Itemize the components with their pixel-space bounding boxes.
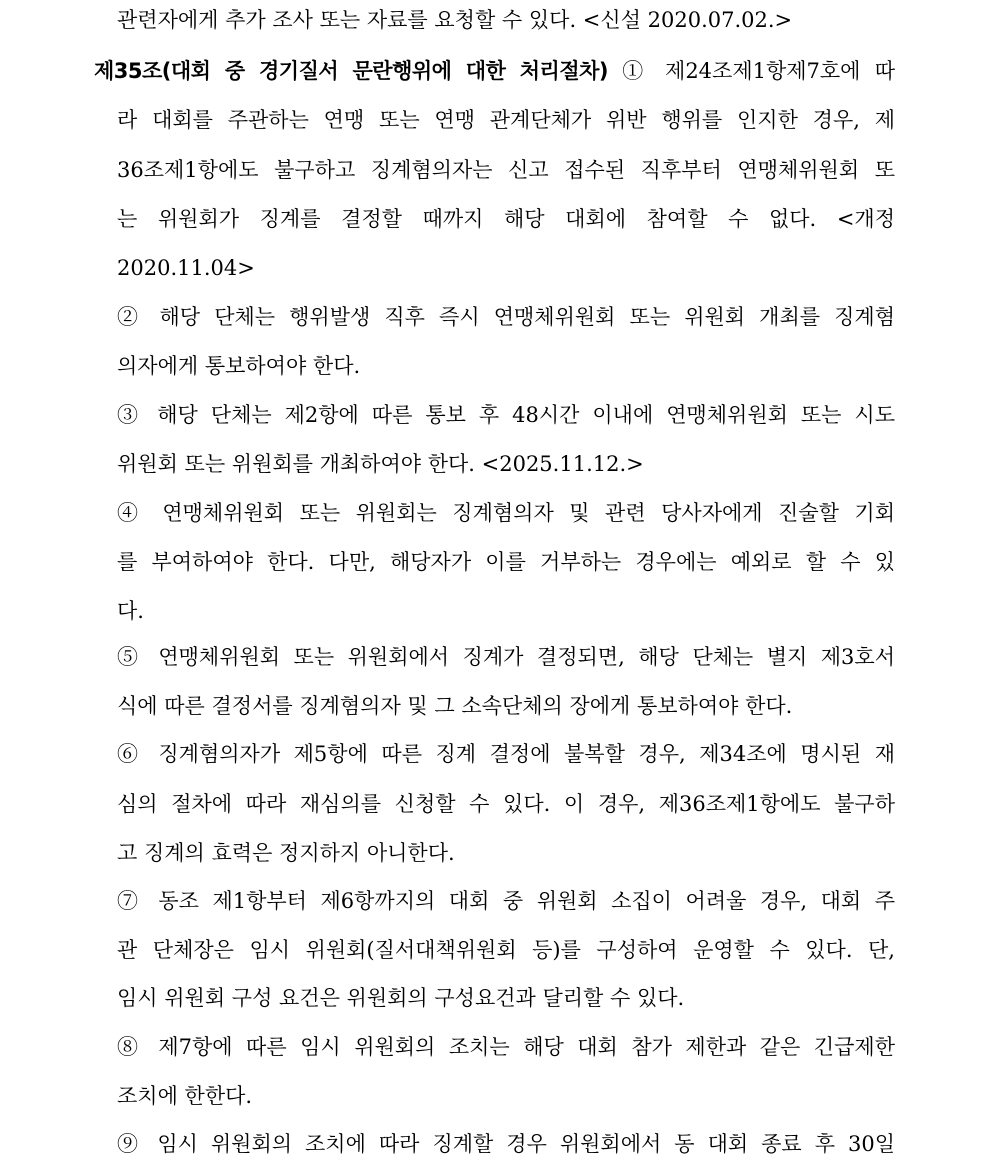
paragraph-6-line-3: 고 징계의 효력은 정지하지 아니한다. — [117, 841, 455, 865]
paragraph-6-line-2: 심의 절차에 따라 재심의를 신청할 수 있다. 이 경우, 제36조제1항에도 불구하 — [117, 792, 895, 816]
paragraph-9-line-1: ⑨ 임시 위원회의 조치에 따라 징계할 경우 위원회에서 동 대회 종료 후 30일 — [117, 1132, 895, 1156]
previous-paragraph-tail: 관련자에게 추가 조사 또는 자료를 요청할 수 있다. <신설 2020.07.02.> — [117, 8, 793, 32]
paragraph-1-line-5: 2020.11.04> — [117, 256, 255, 280]
paragraph-1-start: ① 제24조제1항제7호에 따 — [608, 59, 895, 83]
paragraph-5-line-2: 식에 따른 결정서를 징계혐의자 및 그 소속단체의 장에게 통보하여야 한다. — [117, 694, 793, 718]
paragraph-7-line-3: 임시 위원회 구성 요건은 위원회의 구성요건과 달리할 수 있다. — [117, 986, 685, 1010]
article-35-paragraph-1-line-1 — [94, 56, 895, 86]
paragraph-2-line-2: 의자에게 통보하여야 한다. — [117, 354, 361, 378]
paragraph-8-line-2: 조치에 한한다. — [117, 1084, 253, 1108]
paragraph-8-line-1: ⑧ 제7항에 따른 임시 위원회의 조치는 해당 대회 참가 제한과 같은 긴급제한 — [117, 1035, 895, 1059]
paragraph-5-line-1: ⑤ 연맹체위원회 또는 위원회에서 징계가 결정되면, 해당 단체는 별지 제3호서 — [117, 645, 895, 669]
paragraph-7-line-2: 관 단체장은 임시 위원회(질서대책위원회 등)를 구성하여 운영할 수 있다. 단, — [117, 938, 895, 962]
paragraph-4-line-2: 를 부여하여야 한다. 다만, 해당자가 이를 거부하는 경우에는 예외로 할 수 있 — [117, 550, 895, 574]
paragraph-2-line-1: ② 해당 단체는 행위발생 직후 즉시 연맹체위원회 또는 위원회 개최를 징계혐 — [117, 305, 895, 329]
paragraph-4-line-1: ④ 연맹체위원회 또는 위원회는 징계혐의자 및 관련 당사자에게 진술할 기회 — [117, 501, 895, 525]
article-title: 제35조(대회 중 경기질서 문란행위에 대한 처리절차) — [94, 59, 608, 83]
paragraph-1-line-2: 라 대회를 주관하는 연맹 또는 연맹 관계단체가 위반 행위를 인지한 경우, 제 — [117, 108, 895, 132]
paragraph-1-line-3: 36조제1항에도 불구하고 징계혐의자는 신고 접수된 직후부터 연맹체위원회 또 — [117, 158, 895, 182]
paragraph-3-line-1: ③ 해당 단체는 제2항에 따른 통보 후 48시간 이내에 연맹체위원회 또는 시도 — [117, 403, 895, 427]
paragraph-3-line-2: 위원회 또는 위원회를 개최하여야 한다. <2025.11.12.> — [117, 452, 644, 476]
paragraph-6-line-1: ⑥ 징계혐의자가 제5항에 따른 징계 결정에 불복할 경우, 제34조에 명시된 재 — [117, 742, 895, 766]
paragraph-7-line-1: ⑦ 동조 제1항부터 제6항까지의 대회 중 위원회 소집이 어려울 경우, 대회 주 — [117, 889, 895, 913]
paragraph-1-line-4: 는 위원회가 징계를 결정할 때까지 해당 대회에 참여할 수 없다. <개정 — [117, 207, 895, 231]
paragraph-4-line-3: 다. — [117, 599, 144, 623]
